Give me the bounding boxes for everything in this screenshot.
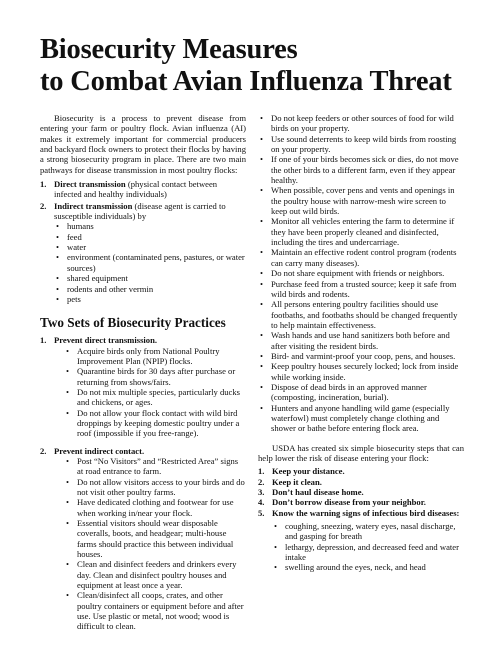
list-item: • feed: [54, 232, 246, 242]
pathway-number: 2.: [40, 200, 47, 211]
left-column: [40, 113, 246, 633]
list-item: • lethargy, depression, and decreased feed and water intake: [272, 542, 464, 563]
list-item: • environment (contaminated pens, pastures, or water sources): [54, 252, 246, 273]
step-number: 1.: [258, 466, 265, 477]
list-item: • If one of your birds becomes sick or dies, do not move the other birds to a different farm, even if they appear healthy.: [258, 154, 464, 185]
list-item: • Acquire birds only from National Poultry Improvement Plan (NPIP) flocks.: [64, 346, 246, 367]
pathway-label: Indirect transmission: [54, 200, 133, 211]
list-item: • coughing, sneezing, watery eyes, nasal discharge, and gasping for breath: [272, 521, 464, 542]
list-item: • rodents and other vermin: [54, 284, 246, 294]
list-item: • Clean/disinfect all coops, crates, and other poultry containers or equipment before and after use. Use plastic or metal, not wood; wood is difficult to clean.: [64, 590, 246, 631]
practice-direct: [40, 335, 246, 444]
usda-intro-paragraph: USDA has created six simple biosecurity steps that can help lower the risk of disease entering your flock:: [258, 442, 464, 463]
pathway-text: (disease agent is carried to susceptible individuals) by: [54, 200, 226, 222]
pathway-text: (physical contact between infected and healthy individuals): [54, 179, 218, 200]
list-item: • swelling around the eyes, neck, and head: [272, 562, 464, 572]
list-item: • Dispose of dead birds in an approved manner (composting, incineration, burial).: [258, 382, 464, 403]
pathway-indirect: [40, 201, 246, 304]
list-item: • Clean and disinfect feeders and drinkers every day. Clean and disinfect poultry houses and equipment at least once a year.: [64, 559, 246, 590]
usda-steps-list: [258, 466, 464, 572]
list-item: • Keep poultry houses securely locked; lock from inside while working inside.: [258, 361, 464, 382]
list-item: • Monitor all vehicles entering the farm to determine if they have been properly cleaned and disinfected, including the tires and undercarriage.: [258, 216, 464, 247]
pathway-number: 1.: [40, 179, 47, 190]
list-item: • When possible, cover pens and vents and openings in the poultry house with narrow-mesh wire screen to keep out wild birds.: [258, 185, 464, 216]
step-text: Know the warning signs of infectious bird diseases:: [272, 507, 460, 518]
practice-number: 1.: [40, 335, 47, 346]
list-item: • pets: [54, 294, 246, 304]
list-item: • Post “No Visitors” and “Restricted Area” signs at road entrance to farm.: [64, 456, 246, 477]
usda-step: [258, 466, 464, 476]
practice-label: Prevent indirect contact.: [54, 445, 145, 456]
step-number: 4.: [258, 497, 265, 508]
practice-direct-items: [64, 346, 246, 439]
pathway-direct: [40, 179, 246, 200]
indirect-carriers-list: [54, 221, 246, 304]
list-item: • Bird- and varmint-proof your coop, pens, and houses.: [258, 351, 464, 361]
step-text: Don’t haul disease home.: [272, 487, 364, 498]
list-item: • humans: [54, 221, 246, 231]
title-line-1: Biosecurity Measures: [40, 34, 298, 65]
step-number: 3.: [258, 487, 265, 498]
list-item: • Do not allow visitors access to your birds and do not visit other poultry farms.: [64, 477, 246, 498]
list-item: • Wash hands and use hand sanitizers both before and after visiting the resident birds.: [258, 330, 464, 351]
usda-step: [258, 487, 464, 497]
step-text: Keep your distance.: [272, 466, 345, 477]
list-item: • Do not mix multiple species, particularly ducks and chickens, or ages.: [64, 387, 246, 408]
list-item: • All persons entering poultry facilities should use footbaths, and footbaths should be changed frequently to help maintain effectiveness.: [258, 299, 464, 330]
list-item: • Do not share equipment with friends or neighbors.: [258, 268, 464, 278]
step-text: Keep it clean.: [272, 476, 322, 487]
list-item: • Purchase feed from a trusted source; keep it safe from wild birds and rodents.: [258, 279, 464, 300]
list-item: • Have dedicated clothing and footwear for use when working in/near your flock.: [64, 497, 246, 518]
list-item: • Hunters and anyone handling wild game (especially waterfowl) must completely change clothing and shower or bathe before entering flock area.: [258, 403, 464, 434]
list-item: • water: [54, 242, 246, 252]
warning-signs-list: [272, 521, 464, 573]
practices-list: [40, 335, 246, 632]
list-item: • Do not allow your flock contact with wild bird droppings by keeping domestic poultry under a roof (impossible if you free-range).: [64, 408, 246, 439]
practice-number: 2.: [40, 445, 47, 456]
page-title: [40, 34, 464, 98]
practice-label: Prevent direct transmission.: [54, 335, 158, 346]
right-column: [258, 113, 464, 633]
list-item: • Quarantine birds for 30 days after purchase or returning from shows/fairs.: [64, 366, 246, 387]
practice-indirect-items: [64, 456, 246, 632]
pathway-label: Direct transmission: [54, 179, 126, 190]
list-item: • shared equipment: [54, 273, 246, 283]
step-number: 2.: [258, 476, 265, 487]
step-number: 5.: [258, 507, 265, 518]
section-heading: Two Sets of Biosecurity Practices: [40, 315, 226, 331]
list-item: • Do not keep feeders or other sources of food for wild birds on your property.: [258, 113, 464, 134]
title-line-2: to Combat Avian Influenza Threat: [40, 66, 452, 97]
usda-step: [258, 508, 464, 573]
two-column-body: [40, 113, 464, 633]
practice-indirect: [40, 446, 246, 632]
intro-paragraph: Biosecurity is a process to prevent disease from entering your farm or poultry flock. Avian influenza (AI) makes it extremely important for commercial producers and backyard flock owners to protect their flocks by having a strong biosecurity program in place. There are two main pathways for disease transmission in most poultry flocks:: [40, 113, 246, 175]
list-item: • Essential visitors should wear disposable coveralls, boots, and headgear; multi-house farms should practice this between individual houses.: [64, 518, 246, 559]
usda-step: [258, 497, 464, 507]
list-item: • Use sound deterrents to keep wild birds from roosting on your property.: [258, 134, 464, 155]
usda-step: [258, 477, 464, 487]
list-item: • Maintain an effective rodent control program (rodents can carry many diseases).: [258, 247, 464, 268]
practice-indirect-continued-items: [258, 113, 464, 434]
step-text: Don’t borrow disease from your neighbor.: [272, 497, 426, 508]
transmission-pathways-list: [40, 179, 246, 304]
